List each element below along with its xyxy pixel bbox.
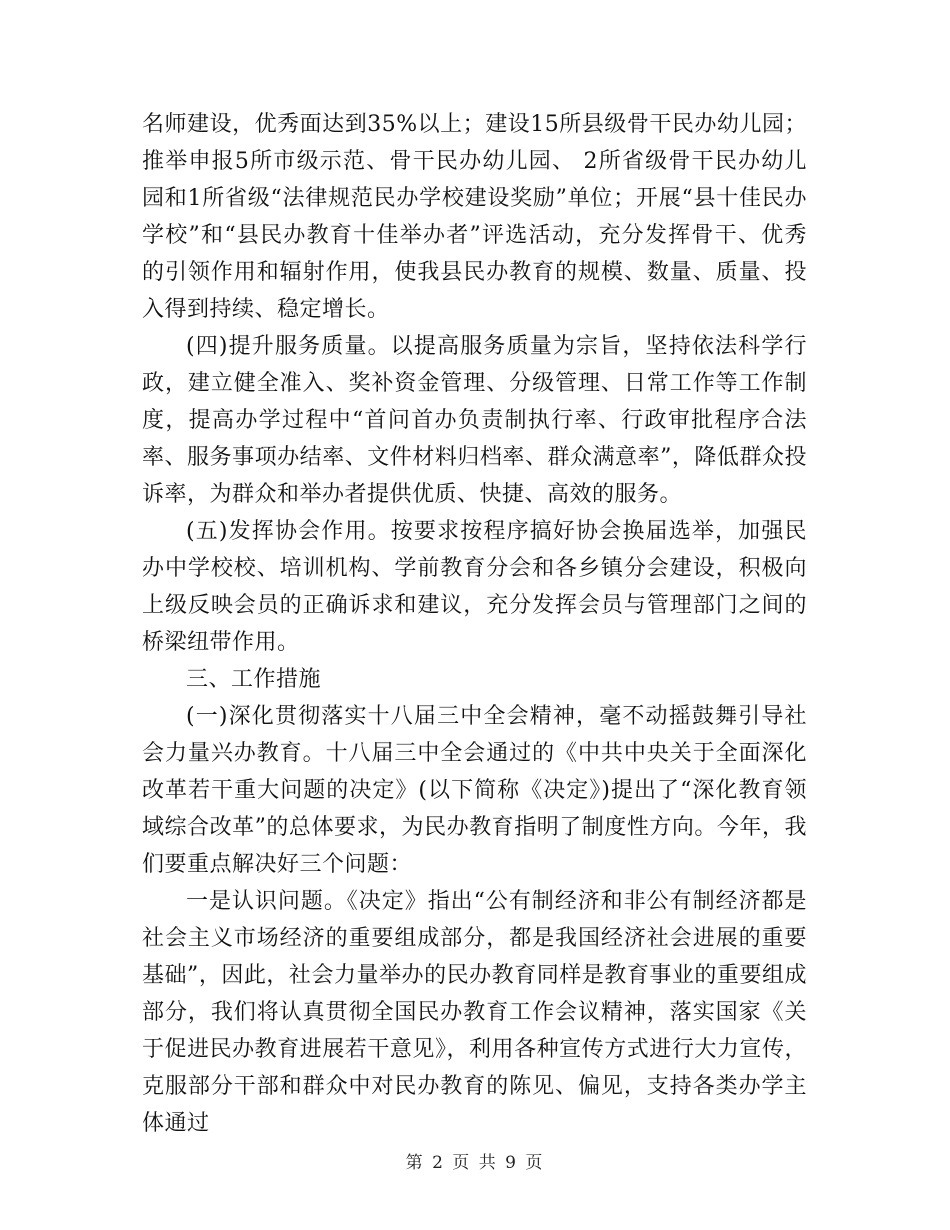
page-number-footer: 第 2 页 共 9 页 [405,1153,545,1173]
paragraph-1: 名师建设，优秀面达到35%以上；建设15所县级骨干民办幼儿园；推举申报5所市级示范、骨干民办幼儿园、 2所省级骨干民办幼儿园和1所省级“法律规范民办学校建设奖励”单位；开展“县十佳民办学校”和“县民办教育十佳举办者”评选活动，充分发挥骨干、优秀的引领作用和辐射作用，使我县民办教育的规模、数量、质量、投入得到持续、稳定增长。 [142,112,807,322]
paragraph-2: (四)提升服务质量。以提高服务质量为宗旨，坚持依法科学行政，建立健全准入、奖补资金管理、分级管理、日常工作等工作制度，提高办学过程中“首问首办负责制执行率、行政审批程序合法率、服务事项办结率、文件材料归档率、群众满意率”，降低群众投诉率，为群众和举办者提供优质、快捷、高效的服务。 [142,334,807,507]
paragraph-4: (一)深化贯彻落实十八届三中全会精神，毫不动摇鼓舞引导社会力量兴办教育。十八届三中全会通过的《中共中央关于全面深化改革若干重大问题的决定》(以下简称《决定》)提出了“深化教育领域综合改革”的总体要求，为民办教育指明了制度性方向。今年，我们要重点解决好三个问题： [142,704,807,877]
paragraph-5: 一是认识问题。《决定》指出“公有制经济和非公有制经济都是社会主义市场经济的重要组成部分，都是我国经济社会进展的重要基础”，因此，社会力量举办的民办教育同样是教育事业的重要组成部分，我们将认真贯彻全国民办教育工作会议精神，落实国家《关于促进民办教育进展若干意见》，利用各种宣传方式进行大力宣传，克服部分干部和群众中对民办教育的陈见、偏见，支持各类办学主体通过 [142,889,807,1136]
paragraph-3: (五)发挥协会作用。按要求按程序搞好协会换届选举，加强民办中学校校、培训机构、学前教育分会和各乡镇分会建设，积极向上级反映会员的正确诉求和建议，充分发挥会员与管理部门之间的桥梁纽带作用。 [142,519,807,655]
document-body [142,106,807,1142]
section-heading: 三、工作措施 [186,667,322,692]
